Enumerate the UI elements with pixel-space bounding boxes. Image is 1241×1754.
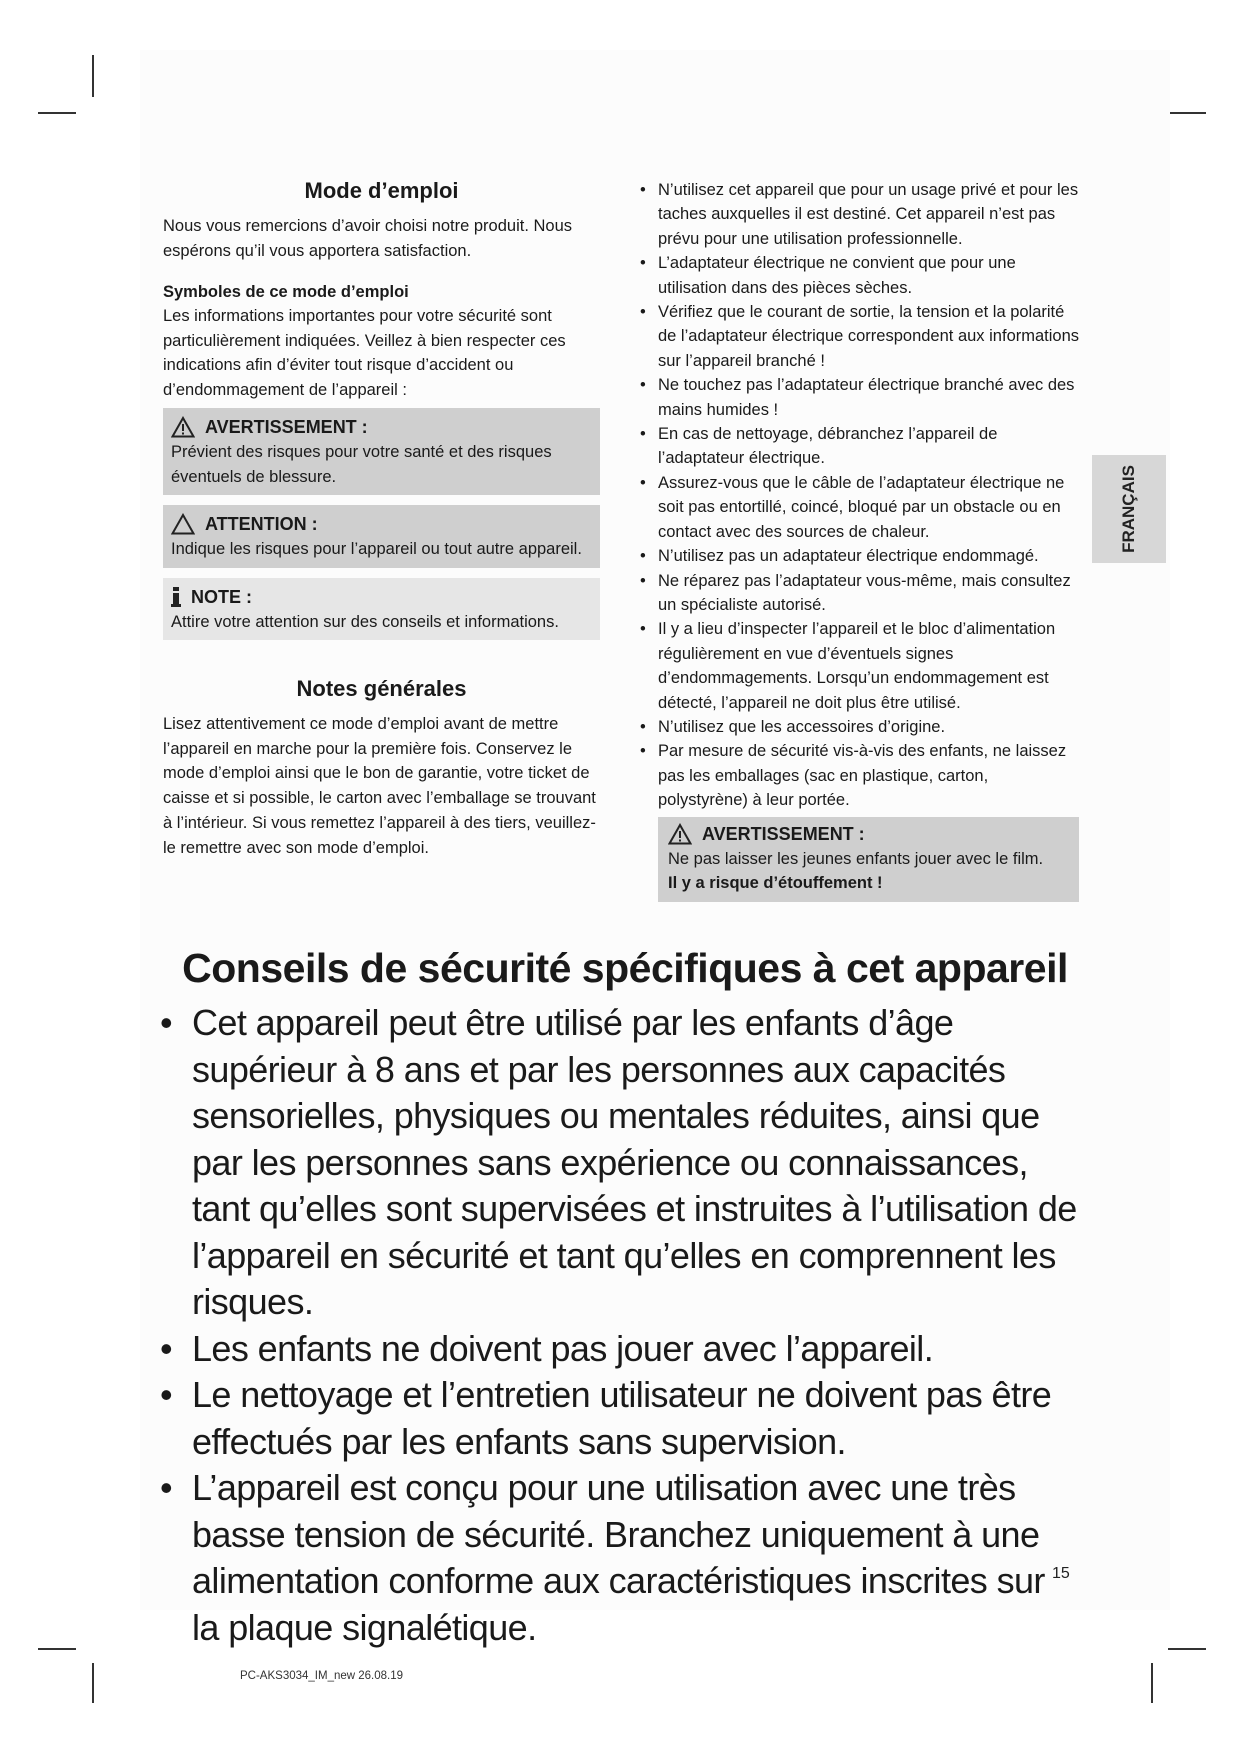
right-column xyxy=(640,178,1080,902)
crop-mark xyxy=(38,112,76,114)
film-warning-text: Ne pas laisser les jeunes enfants jouer avec le film. xyxy=(668,849,1044,868)
attention-text: Indique les risques pour l’appareil ou tout autre appareil. xyxy=(171,540,582,558)
attention-title: ATTENTION : xyxy=(205,514,318,534)
symbols-heading: Symboles de ce mode d’emploi xyxy=(163,283,409,301)
crop-mark xyxy=(1151,1663,1153,1703)
left-column xyxy=(163,178,600,860)
list-item: • Ne touchez pas l’adaptateur électrique branché avec des mains humides ! xyxy=(640,373,1080,422)
caution-triangle-icon xyxy=(171,513,195,535)
note-text: Attire votre attention sur des conseils et informations. xyxy=(171,612,559,631)
crop-mark xyxy=(1168,112,1206,114)
list-item: • Vérifiez que le courant de sortie, la tension et la polarité de l’adaptateur électrique correspondent aux informations sur l’appareil branché ! xyxy=(640,300,1080,373)
list-item: • Par mesure de sécurité vis-à-vis des enfants, ne laissez pas les emballages (sac en plastique, carton, polystyrène) à leur portée. xyxy=(640,739,1080,812)
list-item: • L’adaptateur électrique ne convient que pour une utilisation dans des pièces sèches. xyxy=(640,251,1080,300)
attention-box xyxy=(163,505,600,568)
list-item: • N’utilisez pas un adaptateur électrique endommagé. xyxy=(640,544,1080,568)
crop-mark xyxy=(92,1663,94,1703)
film-warning-bold: Il y a risque d’étouffement ! xyxy=(668,874,883,893)
list-item: • Les enfants ne doivent pas jouer avec l’appareil. xyxy=(160,1326,1080,1373)
film-warning-box xyxy=(658,817,1079,902)
list-item: • En cas de nettoyage, débranchez l’appareil de l’adaptateur électrique. xyxy=(640,422,1080,471)
info-icon xyxy=(171,587,181,607)
symbols-text: Les informations importantes pour votre sécurité sont particulièrement indiquées. Veillez à bien respecter ces indications afin d’éviter tout risque d’accident ou d’endommagement de l’appareil : xyxy=(163,307,566,399)
list-item: • Ne réparez pas l’adaptateur vous-même, mais consultez un spécialiste autorisé. xyxy=(640,569,1080,618)
mode-emploi-title: Mode d’emploi xyxy=(304,178,459,203)
safety-bullet-list xyxy=(640,178,1080,813)
warning-triangle-icon xyxy=(668,823,692,845)
warning-box xyxy=(163,408,600,495)
film-warning-title: AVERTISSEMENT : xyxy=(702,823,865,844)
crop-mark xyxy=(92,55,94,97)
note-box xyxy=(163,578,600,641)
warning-title: AVERTISSEMENT : xyxy=(205,417,368,437)
page-number: 15 xyxy=(1052,1565,1070,1582)
language-tab xyxy=(1092,455,1166,563)
warning-text: Prévient des risques pour votre santé et des risques éventuels de blessure. xyxy=(171,443,552,486)
crop-mark xyxy=(38,1648,76,1650)
crop-mark xyxy=(1168,1648,1206,1650)
list-item: • Cet appareil peut être utilisé par les enfants d’âge supérieur à 8 ans et par les personnes aux capacités sensorielles, physiques ou mentales réduites, ainsi que par les personnes sans expérience ou connaissances, tant qu’elles sont supervisées et instruites à l’utilisation de l’appareil en sécurité et tant qu’elles en comprennent les risques. xyxy=(160,1000,1080,1326)
conseils-list xyxy=(160,1000,1080,1651)
language-tab-label: FRANÇAIS xyxy=(1119,465,1138,553)
notes-generales-text: Lisez attentivement ce mode d’emploi avant de mettre l’appareil en marche pour la première fois. Conservez le mode d’emploi ainsi que le bon de garantie, votre ticket de caisse et si possible, le carton avec l’emballage se trouvant à l’intérieur. Si vous remettez l’appareil à des tiers, veuillez-le remettre avec son mode d’emploi. xyxy=(163,715,596,857)
warning-triangle-icon xyxy=(171,416,195,438)
footer-code: PC-AKS3034_IM_new 26.08.19 xyxy=(240,1670,404,1682)
intro-text: Nous vous remercions d’avoir choisi notre produit. Nous espérons qu’il vous apportera satisfaction. xyxy=(163,217,573,260)
list-item: • N’utilisez cet appareil que pour un usage privé et pour les taches auxquelles il est destiné. Cet appareil n’est pas prévu pour une utilisation professionnelle. xyxy=(640,178,1080,251)
list-item: • Assurez-vous que le câble de l’adaptateur électrique ne soit pas entortillé, coincé, bloqué par un obstacle ou en contact avec des sources de chaleur. xyxy=(640,471,1080,544)
conseils-title: Conseils de sécurité spécifiques à cet appareil xyxy=(182,945,1068,991)
list-item: • Il y a lieu d’inspecter l’appareil et le bloc d’alimentation régulièrement en vue d’éventuels signes d’endommagements. Lorsqu’un endommagement est détecté, l’appareil ne doit plus être utilisé. xyxy=(640,617,1080,715)
list-item: • N’utilisez que les accessoires d’origine. xyxy=(640,715,1080,739)
notes-generales-title: Notes générales xyxy=(296,676,467,701)
list-item: • Le nettoyage et l’entretien utilisateur ne doivent pas être effectués par les enfants sans supervision. xyxy=(160,1372,1080,1465)
note-title: NOTE : xyxy=(191,586,252,607)
list-item: • L’appareil est conçu pour une utilisation avec une très basse tension de sécurité. Branchez uniquement à une alimentation conforme aux caractéristiques inscrites sur la plaque signalétique. xyxy=(160,1465,1080,1651)
